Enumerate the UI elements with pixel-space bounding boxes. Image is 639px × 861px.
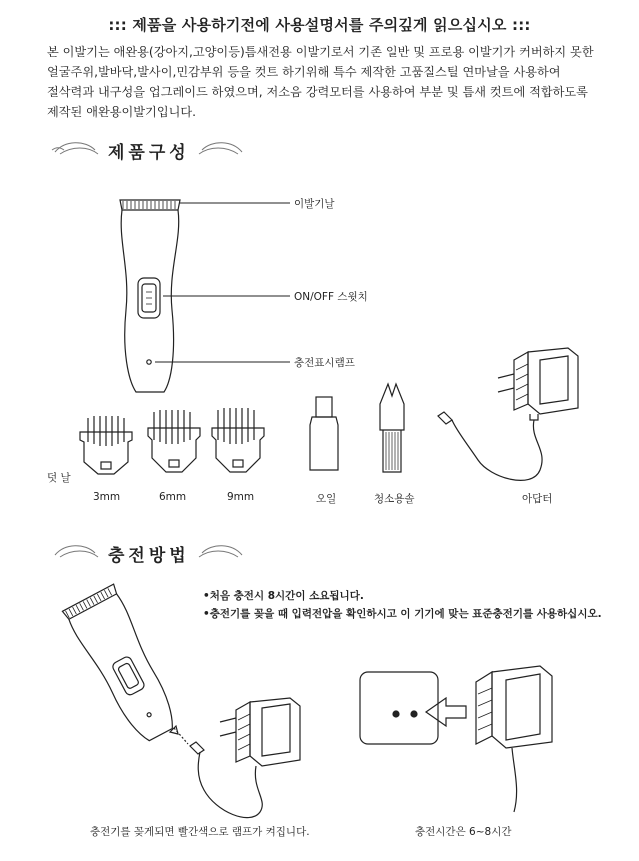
comb-6mm — [148, 410, 200, 472]
label-oil: 오일 — [316, 493, 337, 505]
adapter-top — [438, 348, 578, 480]
wall-outlet — [360, 672, 438, 744]
label-switch: ON/OFF 스윗치 — [294, 291, 368, 303]
page-title: ::: 제품을 사용하기전에 사용설명서를 주의깊게 읽으십시오 ::: — [108, 16, 531, 34]
charging-note-2: •충전기를 꽂을 때 입력전압을 확인하시고 이 기기에 맞는 표준충전기를 사용하십시오. — [203, 608, 602, 620]
intro-line: 제작된 애완용이발기입니다. — [47, 105, 197, 119]
caption-charge-time: 충전시간은 6~8시간 — [415, 826, 512, 838]
label-brush: 청소용솔 — [374, 493, 415, 505]
label-adapter: 아답터 — [522, 493, 553, 505]
adapter-outlet — [476, 666, 552, 812]
charging-note-1: •처음 충전시 8시간이 소요됩니다. — [203, 590, 364, 602]
cleaning-brush — [380, 384, 404, 472]
label-comb-9mm: 9mm — [227, 491, 255, 503]
caption-lamp-on: 충전기를 꽂게되면 빨간색으로 램프가 켜집니다. — [90, 826, 310, 838]
label-lamp: 충전표시램프 — [294, 357, 355, 369]
adapter-charging — [198, 698, 300, 818]
section-heading-charging: 충전방법 — [108, 546, 190, 566]
label-combs: 덧 날 — [47, 472, 71, 484]
plug-arrow — [170, 726, 204, 754]
oil-bottle — [310, 397, 338, 470]
insert-arrow — [426, 698, 466, 726]
section-ornament-left — [52, 143, 98, 154]
intro-line: 절삭력과 내구성을 업그레이드 하였으며, 저소음 강력모터를 사용하여 부분 및 틈새 컷트에 적합하도록 — [47, 85, 588, 99]
comb-9mm — [212, 408, 264, 472]
intro-line: 본 이발기는 애완용(강아지,고양이등)틈새전용 이발기로서 기존 일반 및 프로용 이발기가 커버하지 못한 — [47, 45, 594, 59]
leader-lines — [155, 203, 290, 362]
comb-3mm — [80, 416, 132, 474]
label-comb-6mm: 6mm — [159, 491, 187, 503]
intro-line: 얼굴주위,발바닥,발사이,민감부위 등을 컷트 하기위해 특수 제작한 고품질스틸 연마날을 사용하여 — [47, 65, 561, 79]
section-heading-components: 제품구성 — [108, 143, 190, 163]
label-blade: 이발기날 — [294, 198, 335, 210]
section-ornament-right — [199, 143, 242, 154]
section-ornament-left-2 — [55, 546, 98, 557]
clipper-charging — [62, 584, 186, 748]
label-comb-3mm: 3mm — [93, 491, 121, 503]
section-ornament-right-2 — [199, 546, 242, 557]
